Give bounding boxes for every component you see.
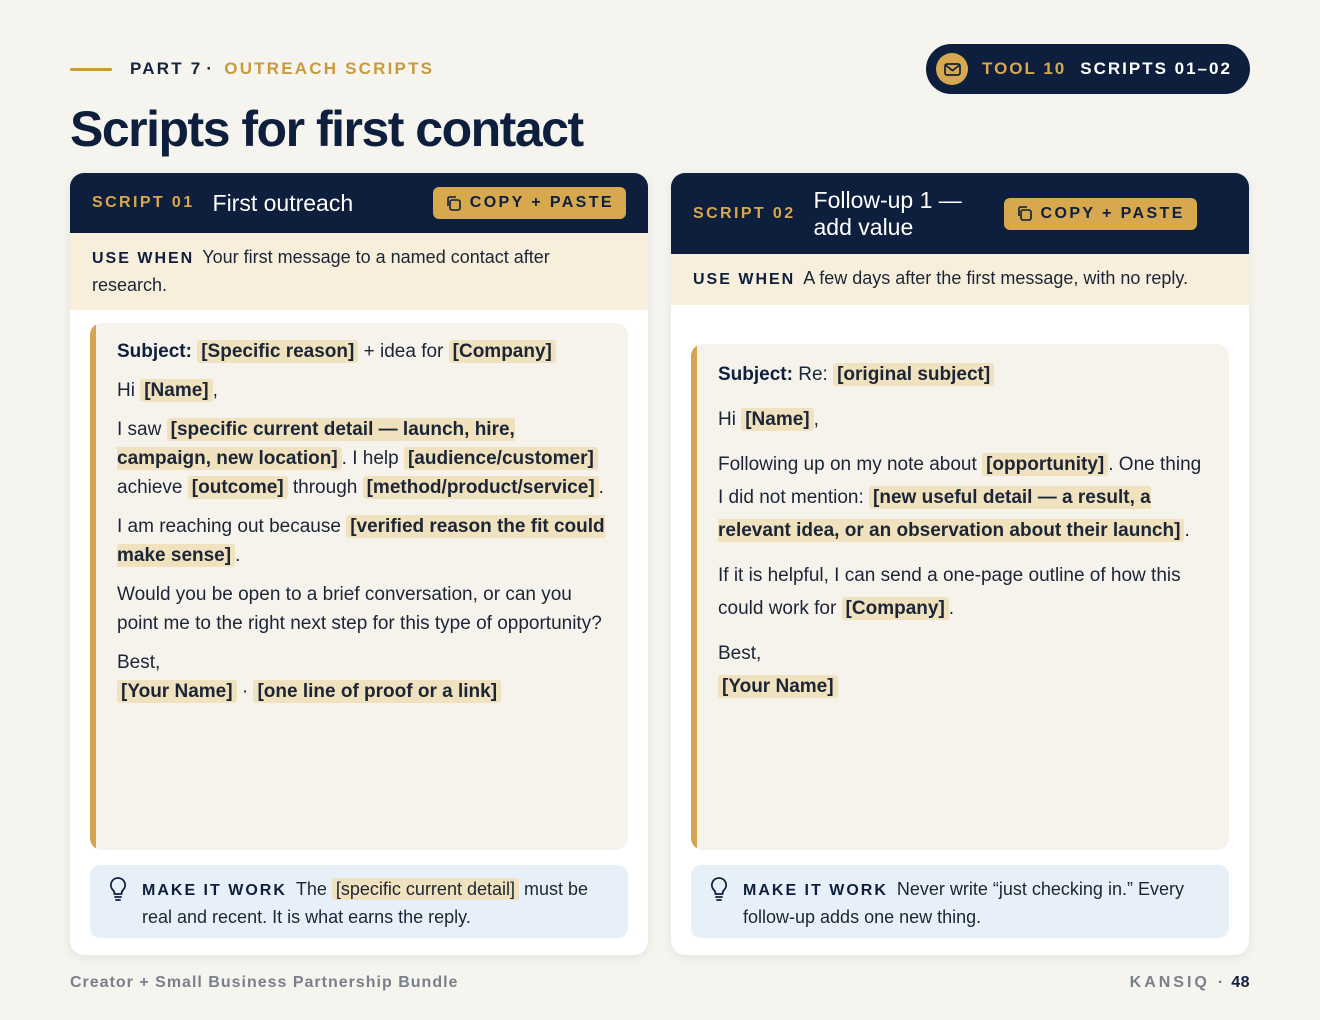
- placeholder: [audience/customer]: [404, 447, 598, 470]
- tip-label: MAKE IT WORK: [142, 882, 287, 899]
- placeholder: [specific current detail — launch, hire, campaign, new location]: [117, 419, 515, 469]
- subject-label: Subject:: [117, 341, 192, 362]
- tool-number: TOOL 10: [982, 59, 1067, 78]
- placeholder: [new useful detail — a result, a relevant idea, or an observation about their launch]: [718, 486, 1184, 542]
- placeholder: [verified reason the fit could make sense]: [117, 516, 605, 566]
- placeholder: [method/product/service]: [363, 476, 599, 499]
- subject-line: Subject: [Specific reason] + idea for [Company]: [117, 337, 608, 366]
- body-paragraph: Following up on my note about [opportunity] . One thing I did not mention: [new useful detail — a result, a relevant idea, or an observation about their launch] .: [718, 454, 1202, 541]
- page-title: Scripts for first contact: [70, 101, 583, 157]
- mail-icon: [936, 53, 968, 85]
- placeholder: [original subject]: [833, 363, 994, 386]
- placeholder: [opportunity]: [982, 453, 1108, 476]
- script-card-01: [70, 173, 648, 955]
- script-title: First outreach: [212, 189, 354, 216]
- placeholder: [one line of proof or a link]: [253, 680, 501, 703]
- copy-paste-label: COPY + PASTE: [1040, 204, 1185, 222]
- subject-label: Subject:: [718, 364, 793, 385]
- sign-off: Best, [Your Name] · [one line of proof or a link]: [117, 648, 608, 706]
- placeholder: [Company]: [842, 597, 949, 620]
- copy-paste-button[interactable]: [1004, 198, 1197, 230]
- placeholder: [Name]: [140, 379, 212, 402]
- page-footer: [1130, 974, 1250, 992]
- placeholder: [outcome]: [188, 476, 288, 499]
- part-label: PART 7: [130, 59, 203, 78]
- greeting: Hi [Name] ,: [718, 409, 819, 430]
- body-paragraph: Would you be open to a brief conversation, or can you point me to the right next step for this type of opportunity?: [117, 584, 602, 634]
- script-text: [90, 323, 628, 850]
- script-title: Follow-up 1 — add value: [813, 186, 962, 240]
- brand-name: KANSIQ: [1129, 974, 1210, 991]
- placeholder: [Your Name]: [718, 675, 838, 698]
- sign-off: Best, [Your Name]: [718, 637, 1209, 703]
- use-when-banner: [671, 254, 1249, 305]
- script-text: [691, 344, 1229, 850]
- make-it-work-tip: MAKE IT WORK Never write “just checking in.” Every follow-up adds one new thing.: [691, 865, 1229, 938]
- page-number: 48: [1231, 974, 1250, 991]
- placeholder: [Name]: [741, 408, 813, 431]
- make-it-work-tip: MAKE IT WORK The [specific current detail] must be real and recent. It is what earns the reply.: [90, 865, 628, 938]
- bundle-name: Creator + Small Business Partnership Bundle: [70, 974, 459, 991]
- use-when-text: A few days after the first message, with no reply.: [803, 268, 1189, 288]
- subject-line: Subject: Re: [original subject]: [718, 358, 1209, 391]
- placeholder: [specific current detail]: [332, 878, 519, 900]
- kicker-separator: ·: [206, 59, 215, 78]
- copy-paste-button[interactable]: [433, 187, 626, 219]
- section-kicker: [70, 58, 434, 80]
- script-header: [70, 173, 648, 233]
- placeholder: [Company]: [449, 340, 556, 363]
- lightbulb-icon: [108, 876, 128, 902]
- lightbulb-icon: [709, 876, 729, 902]
- placeholder: [Specific reason]: [197, 340, 358, 363]
- use-when-label: USE WHEN: [92, 250, 195, 267]
- script-number: SCRIPT 01: [92, 194, 195, 211]
- tip-label: MAKE IT WORK: [743, 882, 888, 899]
- tool-scripts-range: SCRIPTS 01–02: [1080, 59, 1232, 78]
- use-when-banner: [70, 233, 648, 310]
- body-paragraph: If it is helpful, I can send a one-page outline of how this could work for [Company] .: [718, 565, 1181, 619]
- script-header: [671, 173, 1249, 254]
- script-number: SCRIPT 02: [693, 204, 796, 222]
- copy-paste-label: COPY + PASTE: [469, 194, 614, 211]
- body-paragraph: I am reaching out because [verified reason the fit could make sense] .: [117, 516, 605, 566]
- section-label: OUTREACH SCRIPTS: [224, 59, 435, 78]
- tool-badge: [926, 44, 1250, 94]
- script-card-02: [671, 173, 1249, 955]
- copy-icon: [445, 195, 462, 212]
- greeting: Hi [Name] ,: [117, 380, 218, 401]
- placeholder: [Your Name]: [117, 680, 237, 703]
- use-when-label: USE WHEN: [693, 271, 796, 288]
- use-when-text: Your first message to a named contact after research.: [92, 247, 550, 295]
- body-paragraph: I saw [specific current detail — launch, hire, campaign, new location] . I help [audience/customer] achieve [outcome] through [method/product/service] .: [117, 419, 604, 498]
- kicker-rule: [70, 68, 112, 71]
- footer-separator: ·: [1217, 974, 1224, 991]
- copy-icon: [1016, 205, 1033, 222]
